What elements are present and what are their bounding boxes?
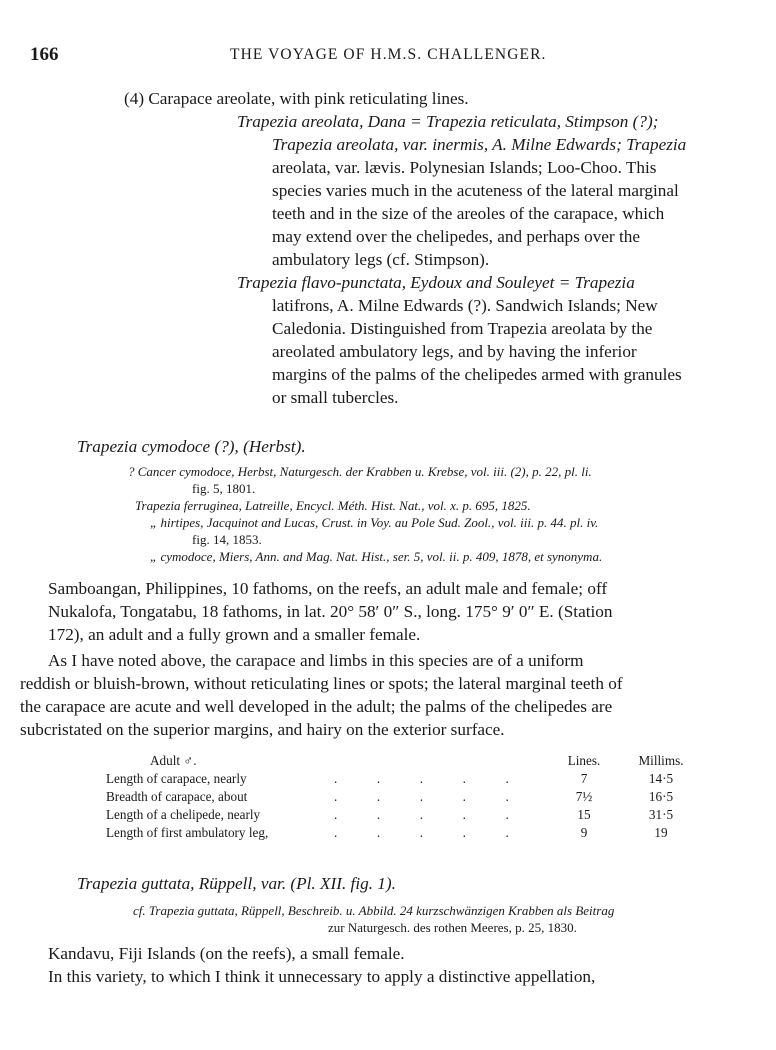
species-title: Trapezia guttata, Rüppell, var. (Pl. XII. fig. 1). [77, 874, 396, 893]
synonym-line: ? Cancer cymodoce, Herbst, Naturgesch. der Krabben u. Krebse, vol. iii. (2), p. 22, pl. li. [128, 464, 592, 479]
entry-line: or small tubercles. [272, 388, 399, 407]
row-label: Length of a chelipede, nearly [106, 807, 261, 822]
synonym-line: „ cymodoce, Miers, Ann. and Mag. Nat. Hist., ser. 5, vol. ii. p. 409, 1878, et synonyma. [150, 549, 603, 564]
synonym-line: fig. 5, 1801. [192, 481, 256, 496]
text-line: Nukalofa, Tongatabu, 18 fathoms, in lat. 20° 58′ 0″ S., long. 175° 9′ 0″ E. (Station [48, 602, 613, 621]
entry-line: areolated ambulatory legs, and by having the inferior [272, 342, 637, 361]
text-line: As I have noted above, the carapace and limbs in this species are of a uniform [48, 651, 584, 670]
dot-leader: . . . . . [334, 771, 509, 786]
entry-line: Trapezia flavo-punctata, Eydoux and Souleyet = Trapezia [237, 273, 635, 292]
table-row [106, 824, 706, 842]
value-millims: 16·5 [648, 789, 674, 804]
entry-line: margins of the palms of the chelipedes armed with granules [272, 365, 682, 384]
entry-line: latifrons, A. Milne Edwards (?). Sandwich Islands; New [272, 296, 658, 315]
table-row [106, 806, 706, 824]
table-row [106, 788, 706, 806]
value-lines: 15 [577, 807, 591, 822]
reference-line: zur Naturgesch. des rothen Meeres, p. 25, 1830. [328, 920, 577, 935]
text-line: In this variety, to which I think it unnecessary to apply a distinctive appellation, [48, 967, 596, 986]
value-millims: 19 [654, 825, 668, 840]
table-head-label: Adult ♂. [150, 753, 197, 768]
running-header [0, 44, 776, 68]
entry-line: Caledonia. Distinguished from Trapezia areolata by the [272, 319, 653, 338]
locality-line: Kandavu, Fiji Islands (on the reefs), a small female. [48, 944, 405, 963]
text-line: the carapace are acute and well developed in the adult; the palms of the chelipedes are [20, 697, 613, 716]
measurements-table [106, 752, 706, 842]
species-title: Trapezia cymodoce (?), (Herbst). [77, 437, 306, 456]
value-millims: 14·5 [648, 771, 674, 786]
synonym-line: fig. 14, 1853. [192, 532, 262, 547]
row-label: Breadth of carapace, about [106, 789, 248, 804]
page-number: 166 [30, 44, 59, 65]
dot-leader: . . . . . [334, 825, 509, 840]
synonym-line: „ hirtipes, Jacquinot and Lucas, Crust. in Voy. au Pole Sud. Zool., vol. iii. p. 44. pl. iv. [150, 515, 599, 530]
table-header [106, 752, 706, 770]
value-millims: 31·5 [648, 807, 674, 822]
synonym-line: Trapezia ferruginea, Latreille, Encycl. Méth. Hist. Nat., vol. x. p. 695, 1825. [135, 498, 531, 513]
text-line: subcristated on the superior margins, and hairy on the exterior surface. [20, 720, 505, 739]
value-lines: 7 [580, 771, 588, 786]
row-label: Length of first ambulatory leg, [106, 825, 269, 840]
entry-line: species varies much in the acuteness of the lateral marginal [272, 181, 679, 200]
entry-line: may extend over the chelipedes, and perhaps over the [272, 227, 640, 246]
text-line: 172), an adult and a fully grown and a smaller female. [48, 625, 421, 644]
table-row [106, 770, 706, 788]
column-header-millims: Millims. [638, 753, 684, 768]
entry-line: areolata, var. lævis. Polynesian Islands; Loo-Choo. This [272, 158, 657, 177]
section-heading: (4) Carapace areolate, with pink reticulating lines. [124, 89, 469, 108]
dot-leader: . . . . . [334, 807, 509, 822]
entry-line: ambulatory legs (cf. Stimpson). [272, 250, 490, 269]
text-line: reddish or bluish-brown, without reticulating lines or spots; the lateral marginal teeth of [20, 674, 623, 693]
running-title: THE VOYAGE OF H.M.S. CHALLENGER. [230, 46, 547, 63]
entry-line: teeth and in the size of the areoles of the carapace, which [272, 204, 665, 223]
entry-line: Trapezia areolata, var. inermis, A. Milne Edwards; Trapezia [272, 135, 687, 154]
value-lines: 9 [580, 825, 588, 840]
reference-line: cf. Trapezia guttata, Rüppell, Beschreib. u. Abbild. 24 kurzschwänzigen Krabben als Beitrag [133, 903, 615, 918]
column-header-lines: Lines. [567, 753, 601, 768]
entry-line: Trapezia areolata, Dana = Trapezia reticulata, Stimpson (?); [237, 112, 659, 131]
text-line: Samboangan, Philippines, 10 fathoms, on the reefs, an adult male and female; off [48, 579, 608, 598]
dot-leader: . . . . . [334, 789, 509, 804]
value-lines: 7½ [575, 789, 593, 804]
row-label: Length of carapace, nearly [106, 771, 247, 786]
